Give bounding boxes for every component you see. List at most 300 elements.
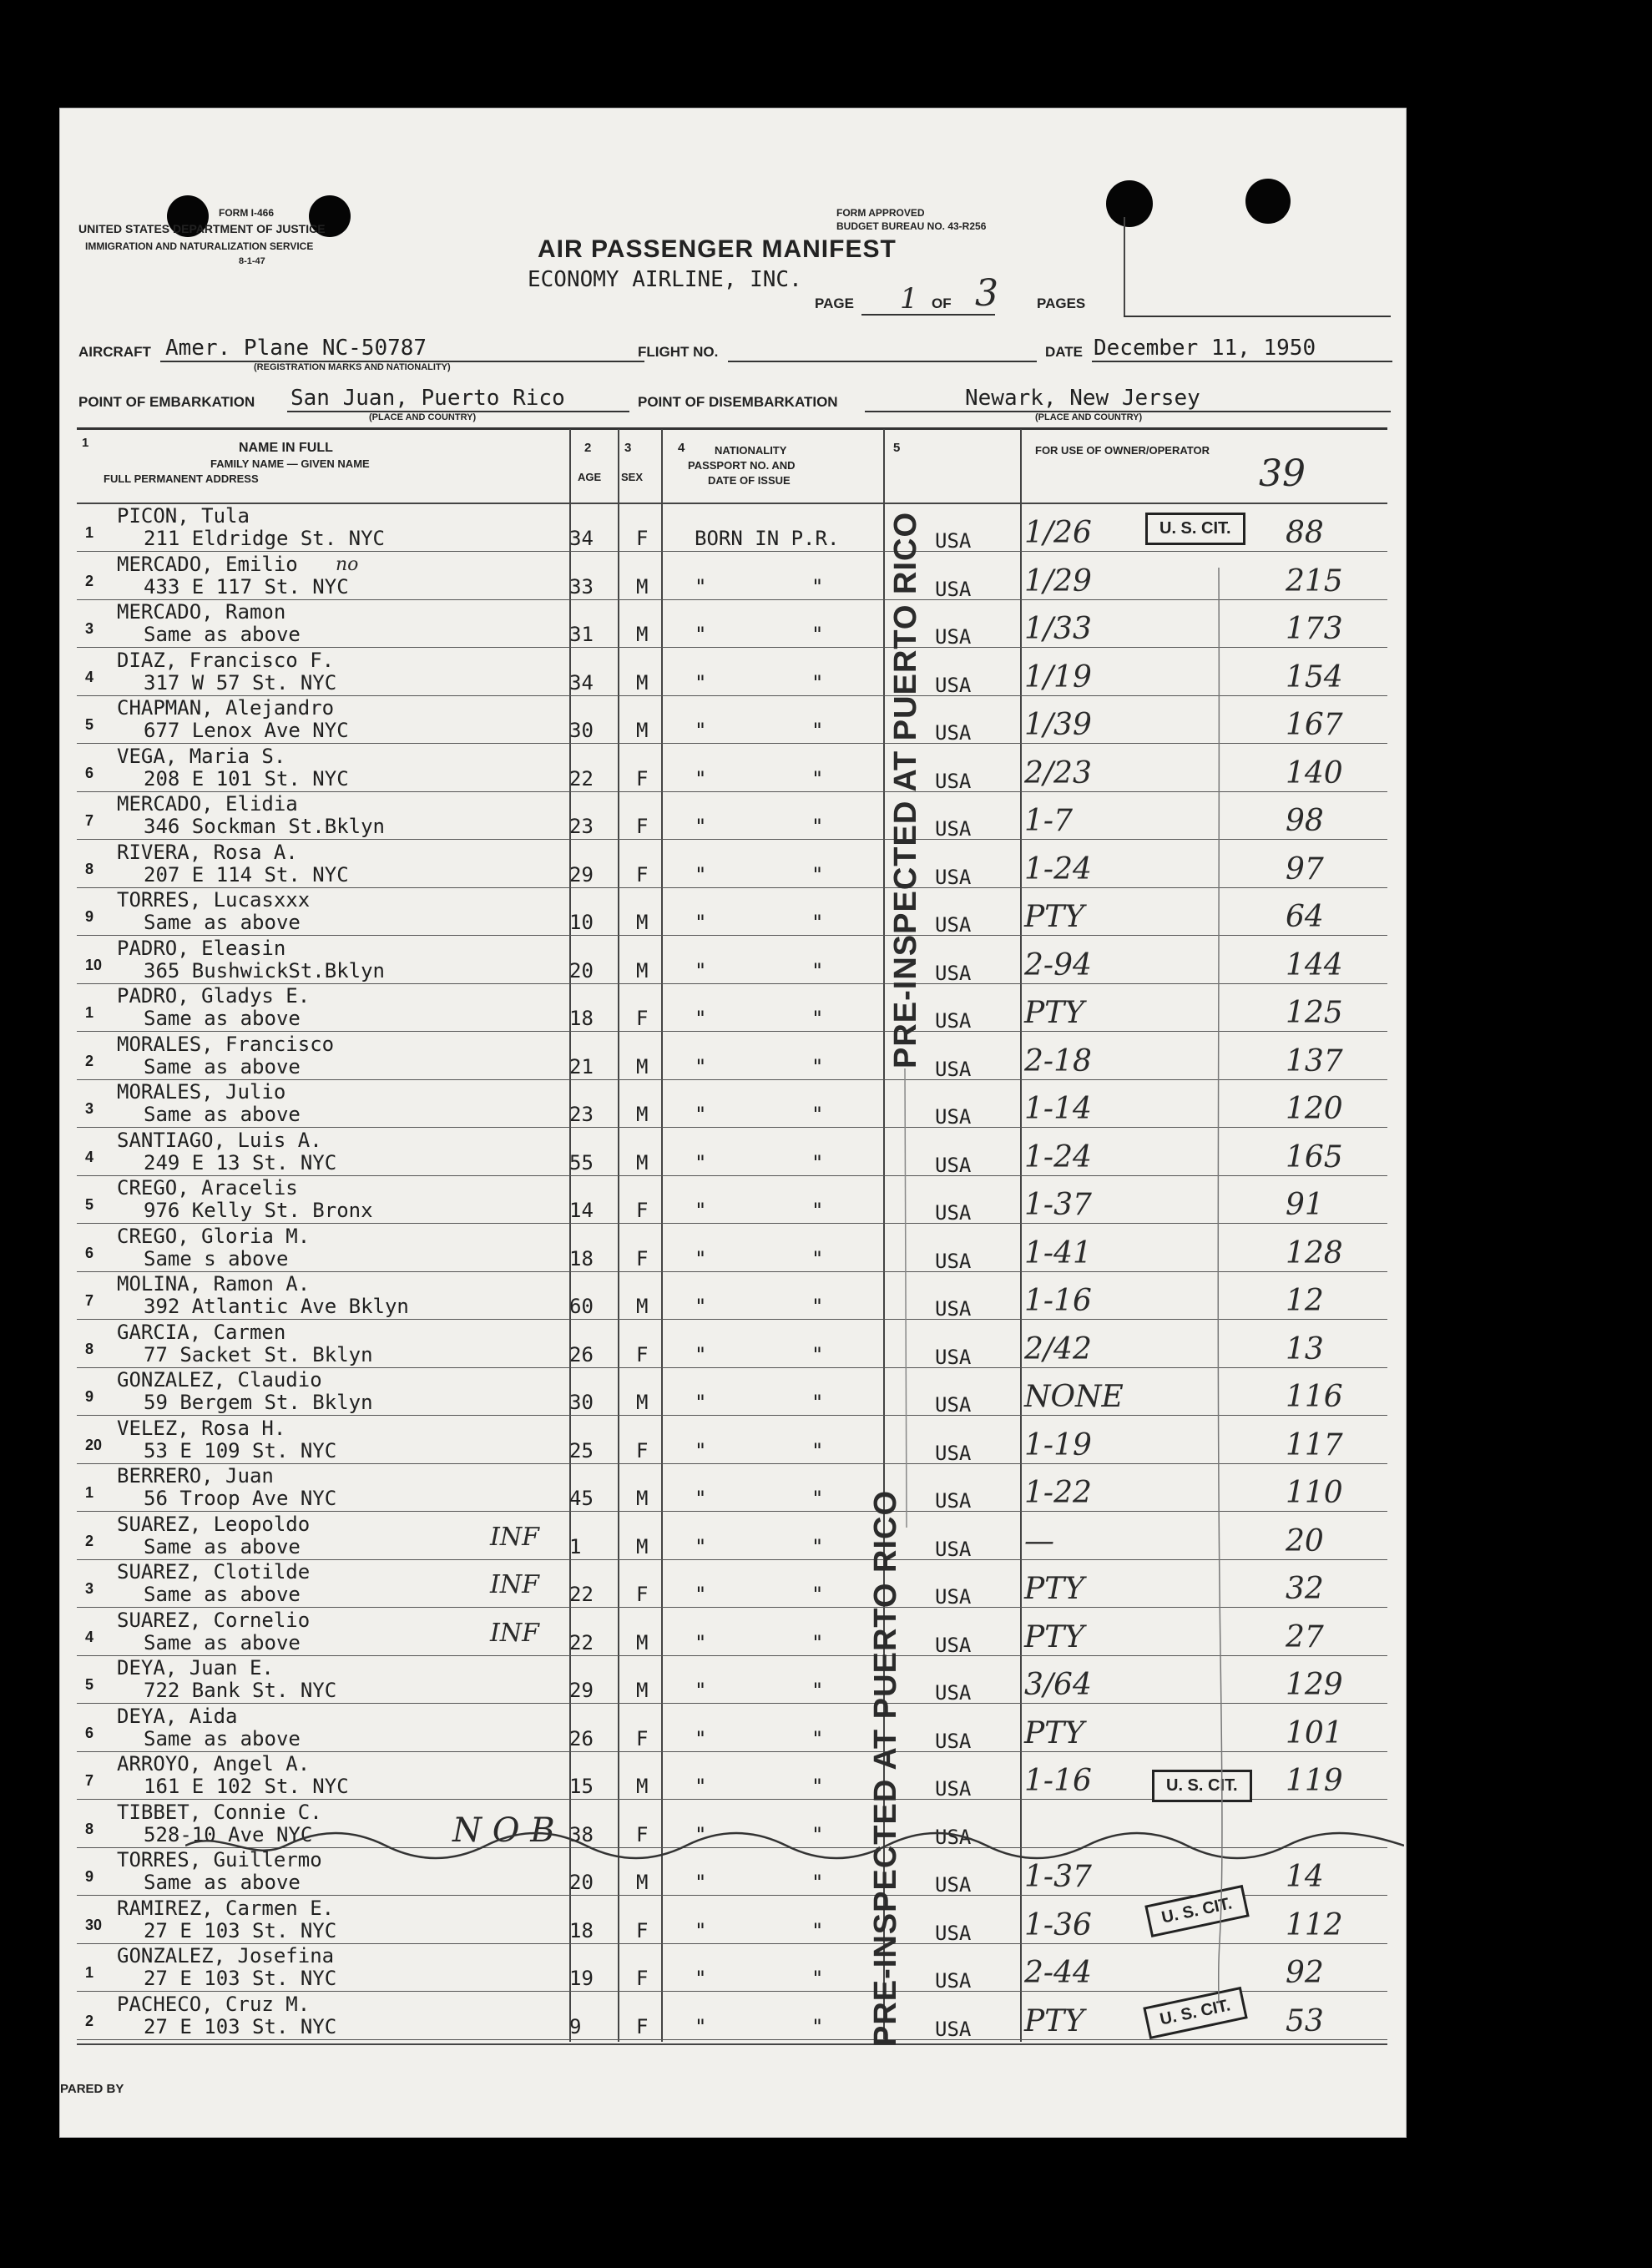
passenger-address: 976 Kelly St. Bronx (144, 1199, 373, 1222)
passenger-address: 27 E 103 St. NYC (144, 1918, 337, 1942)
of-label: OF (932, 295, 952, 311)
ticket-note: 2/42 (1024, 1331, 1092, 1366)
passenger-row (60, 1609, 1406, 1656)
col2-number: 2 (584, 441, 592, 455)
nationality-date: " (811, 1726, 824, 1750)
nationality-date: " (811, 1007, 824, 1030)
citizenship: USA (935, 1969, 972, 1993)
citizenship: USA (935, 961, 972, 985)
citizenship: USA (935, 1633, 972, 1657)
citizenship: USA (935, 769, 972, 793)
guide-line-pencil (1212, 568, 1229, 2003)
passenger-name: DEYA, Juan E. (117, 1656, 274, 1680)
passenger-row (60, 1225, 1406, 1272)
passenger-sex: F (636, 862, 649, 886)
airline-name: ECONOMY AIRLINE, INC. (528, 267, 802, 292)
us-cit-stamp-1: U. S. CIT. (1145, 513, 1245, 545)
nationality-pencil-line (902, 1068, 910, 1528)
weight-value: 97 (1286, 851, 1324, 886)
nationality-passport: " (695, 1391, 707, 1414)
weight-value: 27 (1286, 1619, 1324, 1654)
ticket-note: 1-14 (1024, 1092, 1092, 1126)
nationality-date: " (811, 1246, 824, 1270)
row-number: 5 (85, 1196, 94, 1213)
header-rule-top (77, 427, 1387, 430)
manifest-sheet (60, 109, 1406, 2137)
passenger-age: 26 (569, 1342, 594, 1366)
passenger-sex: M (636, 1054, 649, 1078)
us-cit-stamp-4: U. S. CIT. (1143, 1987, 1247, 2039)
form-date: 8-1-47 (239, 256, 265, 266)
row-number: 2 (85, 2012, 94, 2029)
row-rule (77, 2039, 1387, 2040)
passenger-name: VELEZ, Rosa H. (117, 1416, 286, 1440)
weight-value: 167 (1286, 708, 1343, 742)
col3-number: 3 (624, 441, 632, 455)
passenger-sex: M (636, 1103, 649, 1126)
col1-heading: NAME IN FULL (239, 441, 333, 455)
weight-value: 20 (1286, 1523, 1324, 1558)
nationality-passport: " (695, 1103, 707, 1126)
flight-underline (728, 361, 1037, 362)
row-number: 30 (85, 1916, 103, 1933)
passenger-address: Same as above (144, 1103, 301, 1126)
nationality-date: " (811, 862, 824, 886)
nationality-passport: " (695, 815, 707, 838)
passenger-row (60, 649, 1406, 696)
passenger-address: 56 Troop Ave NYC (144, 1487, 337, 1510)
passenger-sex: M (636, 1150, 649, 1174)
citizenship: USA (935, 1297, 972, 1321)
passenger-row (60, 1705, 1406, 1752)
row-number: 3 (85, 1580, 94, 1597)
weight-value: 129 (1286, 1668, 1343, 1702)
passenger-name: MERCADO, Ramon (117, 600, 286, 624)
disembark-label: POINT OF DISEMBARKATION (638, 394, 838, 410)
citizenship: USA (935, 1105, 972, 1129)
passenger-sex: M (636, 1534, 649, 1558)
passenger-name: MERCADO, Elidia (117, 792, 298, 816)
col1-address-heading: FULL PERMANENT ADDRESS (104, 472, 259, 485)
binder-hole-right-2 (1245, 179, 1291, 224)
nationality-passport: " (695, 623, 707, 646)
row-number: 3 (85, 1100, 94, 1117)
row-number: 6 (85, 764, 94, 781)
passenger-age: 30 (569, 1391, 594, 1414)
passenger-row (60, 745, 1406, 792)
nationality-date: " (811, 1679, 824, 1702)
ticket-note: 1-37 (1024, 1860, 1092, 1894)
nationality-passport: " (695, 958, 707, 982)
row-number: 20 (85, 1436, 103, 1453)
row-number: 1 (85, 524, 94, 541)
binder-hole-right-1 (1106, 180, 1153, 227)
passenger-age: 34 (569, 527, 594, 550)
embark-caption: (PLACE AND COUNTRY) (369, 412, 477, 422)
pages-label: PAGES (1037, 295, 1086, 311)
aircraft-label: AIRCRAFT (78, 344, 151, 360)
aircraft-value: Amer. Plane NC-50787 (165, 336, 427, 361)
citizenship: USA (935, 1681, 972, 1705)
passenger-name: PACHECO, Cruz M. (117, 1992, 311, 2016)
passenger-address: 27 E 103 St. NYC (144, 2014, 337, 2038)
nationality-passport: " (695, 1726, 707, 1750)
col4-heading: NATIONALITY (715, 444, 787, 457)
row-number: 5 (85, 1676, 94, 1693)
infant-mark: INF (490, 1522, 539, 1552)
nationality-passport: " (695, 1007, 707, 1030)
passenger-address: 208 E 101 St. NYC (144, 766, 349, 791)
ticket-note: 1-16 (1024, 1284, 1092, 1318)
flight-label: FLIGHT NO. (638, 344, 719, 360)
weight-value: 125 (1286, 996, 1343, 1030)
passenger-row (60, 1944, 1406, 1992)
passenger-sex: F (636, 1342, 649, 1366)
nationality-date: " (811, 958, 824, 982)
passenger-address: 392 Atlantic Ave Bklyn (144, 1295, 409, 1318)
us-cit-stamp-3: U. S. CIT. (1144, 1885, 1249, 1937)
passenger-row (60, 600, 1406, 648)
passenger-name: TIBBET, Connie C. (117, 1800, 322, 1824)
passenger-sex: M (636, 1775, 649, 1798)
weight-value: 140 (1286, 755, 1343, 791)
ticket-note: 2-94 (1024, 947, 1092, 982)
nationality-passport: " (695, 1871, 707, 1894)
passenger-row (60, 553, 1406, 600)
col4-number: 4 (678, 441, 685, 455)
row-number: 2 (85, 1052, 94, 1069)
agency-name: UNITED STATES DEPARTMENT OF JUSTICE (78, 222, 326, 235)
citizenship: USA (935, 1393, 972, 1417)
passenger-row (60, 888, 1406, 936)
page-number: 1 (900, 282, 918, 316)
corner-box-base (1124, 316, 1391, 317)
row-number: 2 (85, 572, 94, 589)
nationality-passport: " (695, 1150, 707, 1174)
passenger-age: 15 (569, 1775, 594, 1798)
weight-value: 128 (1286, 1235, 1343, 1270)
passenger-row (60, 1080, 1406, 1128)
citizenship: USA (935, 721, 972, 745)
col4-subheading: PASSPORT NO. AND (688, 459, 796, 472)
row-number: 1 (85, 1964, 94, 1981)
nationality-date: " (811, 1295, 824, 1318)
passenger-sex: M (636, 911, 649, 934)
row-number: 3 (85, 620, 94, 637)
ticket-note: 1-7 (1024, 804, 1073, 838)
nationality-passport: " (695, 1583, 707, 1606)
row-number: 9 (85, 908, 94, 925)
passenger-sex: F (636, 527, 649, 550)
passenger-name: VEGA, Maria S. (117, 744, 286, 768)
ticket-note: 1/33 (1024, 612, 1092, 646)
ticket-note: 1-22 (1024, 1476, 1092, 1510)
citizenship: USA (935, 1777, 972, 1801)
row-number: 7 (85, 812, 94, 829)
passenger-name: GONZALEZ, Claudio (117, 1368, 322, 1392)
nationality-passport: " (695, 1054, 707, 1078)
passenger-age: 29 (569, 1679, 594, 1702)
passenger-row (60, 1368, 1406, 1416)
nationality-passport: " (695, 1918, 707, 1942)
passenger-address: Same as above (144, 1871, 301, 1894)
passenger-age: 1 (569, 1534, 582, 1558)
passenger-row (60, 984, 1406, 1032)
passenger-age: 34 (569, 670, 594, 695)
ticket-note: PTY (1024, 900, 1084, 934)
passenger-name: CREGO, Aracelis (117, 1176, 298, 1200)
nationality-passport: " (695, 1438, 707, 1462)
us-cit-stamp-2: U. S. CIT. (1152, 1770, 1252, 1802)
passenger-row (60, 1321, 1406, 1368)
weight-value: 117 (1286, 1427, 1343, 1462)
nationality-date: " (811, 719, 824, 742)
passenger-address: Same as above (144, 623, 301, 646)
citizenship: USA (935, 577, 972, 601)
col4-date-heading: DATE OF ISSUE (708, 474, 791, 487)
nationality-passport: " (695, 1246, 707, 1270)
ticket-note: 2-18 (1024, 1043, 1092, 1078)
citizenship: USA (935, 1345, 972, 1369)
passenger-name: GARCIA, Carmen (117, 1320, 286, 1344)
row-number: 7 (85, 1772, 94, 1789)
col5-number: 5 (893, 441, 901, 455)
passenger-age: 9 (569, 2014, 582, 2038)
passenger-age: 33 (569, 574, 594, 599)
weight-value: 144 (1286, 947, 1343, 982)
citizenship: USA (935, 913, 972, 937)
ticket-note: 1-24 (1024, 1139, 1092, 1174)
passenger-name: TORRES, Lucasxxx (117, 888, 311, 912)
budget-bureau-line: BUDGET BUREAU NO. 43-R256 (836, 220, 987, 232)
nationality-passport: " (695, 1967, 707, 1990)
nationality-passport: " (695, 574, 707, 599)
table-bottom-rule (77, 2043, 1387, 2045)
nationality-passport: " (695, 1487, 707, 1510)
passenger-address: 433 E 117 St. NYC (144, 574, 349, 599)
passenger-name: MERCADO, Emilio (117, 552, 298, 576)
nationality-passport: " (695, 1822, 707, 1846)
no-mark: no (336, 554, 359, 575)
owner-number: 39 (1259, 452, 1306, 495)
passenger-age: 38 (569, 1822, 594, 1846)
passenger-name: MOLINA, Ramon A. (117, 1272, 311, 1296)
passenger-age: 20 (569, 1871, 594, 1894)
weight-value: 92 (1286, 1956, 1324, 1990)
nationality-date: " (811, 1342, 824, 1366)
passenger-sex: M (636, 1871, 649, 1894)
nationality-passport: " (695, 1199, 707, 1222)
citizenship: USA (935, 1825, 972, 1849)
passenger-sex: M (636, 574, 649, 599)
nationality-passport: " (695, 719, 707, 742)
owner-heading: FOR USE OF OWNER/OPERATOR (1035, 444, 1210, 457)
passenger-age: 23 (569, 815, 594, 838)
weight-value: 12 (1286, 1284, 1324, 1318)
passenger-address: Same s above (144, 1246, 289, 1270)
citizenship: USA (935, 1873, 972, 1897)
passenger-sex: F (636, 1583, 649, 1606)
weight-value: 154 (1286, 659, 1343, 695)
nationality-passport: " (695, 1342, 707, 1366)
nationality-date: " (811, 1871, 824, 1894)
preinspected-stamp-top: PRE-INSPECTED AT PUERTO RICO (888, 511, 923, 1068)
passenger-address: 365 BushwickSt.Bklyn (144, 958, 385, 982)
citizenship: USA (935, 865, 972, 889)
passenger-sex: F (636, 1726, 649, 1750)
col2-heading: AGE (578, 471, 602, 483)
ticket-note: 1-19 (1024, 1427, 1092, 1462)
nationality-passport: " (695, 862, 707, 886)
approval-line: FORM APPROVED (836, 207, 925, 219)
passenger-age: 23 (569, 1103, 594, 1126)
passenger-address: Same as above (144, 1630, 301, 1654)
disembark-caption: (PLACE AND COUNTRY) (1035, 412, 1143, 422)
passenger-age: 18 (569, 1246, 594, 1270)
row-number: 1 (85, 1484, 94, 1501)
disembark-value: Newark, New Jersey (965, 386, 1200, 411)
passenger-age: 10 (569, 911, 594, 934)
nationality-date: " (811, 1967, 824, 1990)
passenger-name: MORALES, Francisco (117, 1032, 335, 1056)
citizenship: USA (935, 817, 972, 841)
passenger-row (60, 1513, 1406, 1560)
passenger-address: Same as above (144, 1534, 301, 1558)
ticket-note: 2-44 (1024, 1956, 1092, 1990)
passenger-sex: F (636, 1822, 649, 1846)
row-number: 8 (85, 1340, 94, 1357)
passenger-address: Same as above (144, 1007, 301, 1030)
passenger-age: 19 (569, 1967, 594, 1990)
passenger-address: 161 E 102 St. NYC (144, 1775, 349, 1798)
passenger-address: 317 W 57 St. NYC (144, 670, 337, 695)
passenger-age: 60 (569, 1295, 594, 1318)
citizenship: USA (935, 1057, 972, 1081)
infant-mark: INF (490, 1618, 539, 1648)
weight-value: 91 (1286, 1188, 1324, 1222)
nationality-date: " (811, 1438, 824, 1462)
ticket-note: 1-37 (1024, 1188, 1092, 1222)
passenger-address: 249 E 13 St. NYC (144, 1150, 337, 1174)
col1-subheading: FAMILY NAME — GIVEN NAME (210, 457, 370, 470)
passenger-row (60, 1033, 1406, 1080)
passenger-name: SUAREZ, Cornelio (117, 1608, 311, 1632)
row-number: 7 (85, 1292, 94, 1309)
passenger-name: CHAPMAN, Alejandro (117, 696, 335, 720)
form-number: FORM I-466 (219, 207, 275, 219)
passenger-age: 45 (569, 1487, 594, 1510)
passenger-name: PADRO, Gladys E. (117, 984, 311, 1008)
passenger-sex: M (636, 1487, 649, 1510)
weight-value: 173 (1286, 612, 1343, 646)
passenger-row (60, 1464, 1406, 1512)
nationality-date: " (811, 1534, 824, 1558)
citizenship: USA (935, 1249, 972, 1273)
passenger-sex: M (636, 623, 649, 646)
passenger-name: BERRERO, Juan (117, 1464, 274, 1488)
passenger-address: 27 E 103 St. NYC (144, 1967, 337, 1990)
citizenship: USA (935, 1009, 972, 1033)
weight-value: 165 (1286, 1139, 1343, 1174)
col1-number: 1 (82, 436, 89, 450)
passenger-address: Same as above (144, 1583, 301, 1606)
nationality-date: " (811, 670, 824, 695)
nationality-passport: " (695, 1534, 707, 1558)
nationality-date: " (811, 766, 824, 791)
ticket-note: PTY (1024, 996, 1084, 1030)
passenger-sex: F (636, 1007, 649, 1030)
passenger-row (60, 1129, 1406, 1176)
passenger-age: 30 (569, 719, 594, 742)
passenger-sex: M (636, 670, 649, 695)
aircraft-caption: (REGISTRATION MARKS AND NATIONALITY) (254, 362, 451, 372)
citizenship: USA (935, 1585, 972, 1609)
passenger-age: 22 (569, 1630, 594, 1654)
passenger-address: 346 Sockman St.Bklyn (144, 815, 385, 838)
row-number: 8 (85, 1820, 94, 1837)
passenger-sex: F (636, 1918, 649, 1942)
passenger-age: 26 (569, 1726, 594, 1750)
passenger-sex: M (636, 1679, 649, 1702)
nationality-passport: BORN IN P.R. (695, 527, 840, 550)
infant-mark: INF (490, 1570, 539, 1599)
row-number: 4 (85, 668, 94, 685)
row-number: 4 (85, 1148, 94, 1165)
ticket-note: 1-41 (1024, 1235, 1092, 1270)
passenger-age: 21 (569, 1054, 594, 1078)
passenger-sex: F (636, 2014, 649, 2038)
row-number: 6 (85, 1244, 94, 1261)
passenger-name: SANTIAGO, Luis A. (117, 1128, 322, 1152)
passenger-sex: F (636, 1246, 649, 1270)
passenger-age: 18 (569, 1007, 594, 1030)
passenger-name: DIAZ, Francisco F. (117, 648, 335, 672)
weight-value: 119 (1286, 1764, 1343, 1798)
cancel-mark: N O B (452, 1811, 555, 1850)
row-number: 1 (85, 1004, 94, 1021)
form-title: AIR PASSENGER MANIFEST (538, 235, 897, 263)
weight-value: 53 (1286, 2003, 1324, 2038)
ticket-note: 1/39 (1024, 708, 1092, 742)
passenger-row (60, 1176, 1406, 1224)
ticket-note: PTY (1024, 1619, 1084, 1654)
ticket-note: PTY (1024, 2003, 1084, 2038)
nationality-date: " (811, 1150, 824, 1174)
passenger-address: 528-10 Ave NYC (144, 1822, 313, 1846)
nationality-passport: " (695, 911, 707, 934)
ticket-note: PTY (1024, 1715, 1084, 1750)
passenger-sex: F (636, 1967, 649, 1990)
passenger-name: RAMIREZ, Carmen E. (117, 1896, 335, 1920)
passenger-age: 31 (569, 623, 594, 646)
row-number: 5 (85, 716, 94, 733)
ticket-note: PTY (1024, 1572, 1084, 1606)
ticket-note: NONE (1024, 1380, 1124, 1414)
passenger-row (60, 1417, 1406, 1464)
passenger-sex: F (636, 815, 649, 838)
nationality-passport: " (695, 1775, 707, 1798)
citizenship: USA (935, 529, 972, 553)
passenger-address: Same as above (144, 1054, 301, 1078)
nationality-date: " (811, 1775, 824, 1798)
passenger-age: 14 (569, 1199, 594, 1222)
passenger-name: SUAREZ, Clotilde (117, 1560, 311, 1584)
passenger-row (60, 937, 1406, 984)
passenger-age: 20 (569, 958, 594, 982)
passenger-row (60, 841, 1406, 888)
nationality-date: " (811, 1583, 824, 1606)
passenger-age: 25 (569, 1438, 594, 1462)
